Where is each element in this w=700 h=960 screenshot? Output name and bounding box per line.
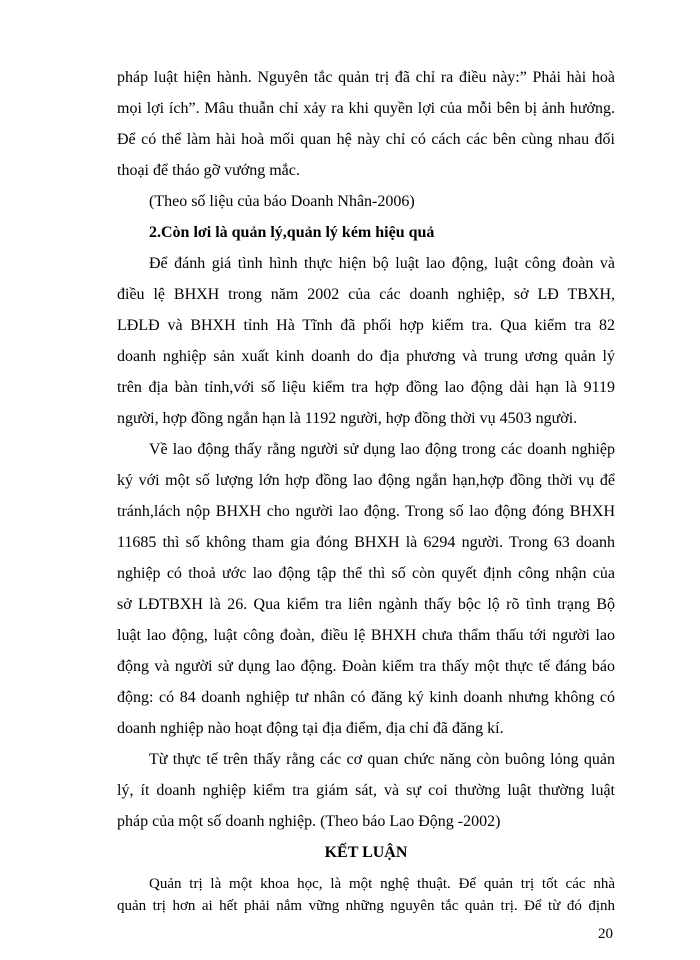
intro-line-2: mọi lợi ích”. Mâu thuẫn chỉ xảy ra khi quyền lợi của mỗi bên bị ảnh hưởng. (117, 100, 615, 117)
reality-line-1: Từ thực tế trên thấy rằng các cơ quan chức năng còn buông lỏng quản (149, 751, 615, 768)
inspection-line-5: trên địa bàn tỉnh,với số liệu kiểm tra hợp đồng lao động dài hạn là 9119 (117, 379, 615, 396)
inspection-line-3: LĐLĐ và BHXH tỉnh Hà Tĩnh đã phối hợp kiểm tra. Qua kiểm tra 82 (117, 317, 615, 334)
labor-line-8: động và người sử dụng lao động. Đoàn kiểm tra thấy một thực tế đáng báo (117, 658, 615, 675)
section-heading: 2.Còn lơi là quản lý,quản lý kém hiệu quả (149, 224, 435, 241)
reality-line-2: lý, ít doanh nghiệp kiểm tra giám sát, và sự coi thường luật thường luật (117, 782, 615, 799)
inspection-line-1: Để đánh giá tình hình thực hiện bộ luật lao động, luật công đoàn và (149, 255, 615, 272)
intro-line-4: thoại để tháo gỡ vướng mắc. (117, 162, 300, 179)
labor-line-2: ký với một số lượng lớn hợp đồng lao động ngắn hạn,hợp đồng thời vụ để (117, 472, 615, 489)
conclusion-line-1: Quản trị là một khoa học, là một nghệ thuật. Để quản trị tốt các nhà (149, 876, 615, 892)
intro-line-1: pháp luật hiện hành. Nguyên tắc quản trị đã chỉ ra điều này:” Phải hài hoà (117, 69, 615, 86)
inspection-line-4: doanh nghiệp sản xuất kinh doanh do địa phương và trung ương quản lý (117, 348, 615, 365)
labor-line-9: động: có 84 doanh nghiệp tư nhân có đăng ký kinh doanh nhưng không có (117, 689, 615, 706)
labor-line-10: doanh nghiệp nào hoạt động tại địa điểm, địa chỉ đã đăng kí. (117, 720, 504, 737)
labor-line-5: nghiệp có thoả ước lao động tập thể thì số còn quyết định công nhận của (117, 565, 615, 582)
page-number: 20 (598, 926, 613, 942)
labor-line-1: Về lao động thấy rằng người sử dụng lao động trong các doanh nghiệp (149, 441, 615, 458)
labor-line-3: tránh,lách nộp BHXH cho người lao động. Trong số lao động đóng BHXH (117, 503, 615, 520)
labor-line-7: luật lao động, luật công đoàn, điều lệ BHXH chưa thẩm thấu tới người lao (117, 627, 615, 644)
conclusion-heading: KẾT LUẬN (324, 844, 408, 861)
conclusion-line-2: quản trị hơn ai hết phải nắm vững những nguyên tắc quản trị. Để từ đó định (117, 898, 615, 914)
inspection-line-6: người, hợp đồng ngắn hạn là 1192 người, hợp đồng thời vụ 4503 người. (117, 410, 578, 427)
intro-line-3: Để có thể làm hài hoà mối quan hệ này chỉ có cách các bên cùng nhau đối (117, 131, 615, 148)
labor-line-4: 11685 thì số không tham gia đóng BHXH là 6294 người. Trong 63 doanh (117, 534, 615, 551)
labor-line-6: sở LĐTBXH là 26. Qua kiểm tra liên ngành thấy bộc lộ rõ tình trạng Bộ (117, 596, 615, 613)
reality-line-3: pháp của một số doanh nghiệp. (Theo báo Lao Động -2002) (117, 813, 501, 830)
inspection-line-2: điều lệ BHXH trong năm 2002 của các doanh nghiệp, sở LĐ TBXH, (117, 286, 615, 303)
source-note: (Theo số liệu của báo Doanh Nhân-2006) (149, 193, 415, 210)
